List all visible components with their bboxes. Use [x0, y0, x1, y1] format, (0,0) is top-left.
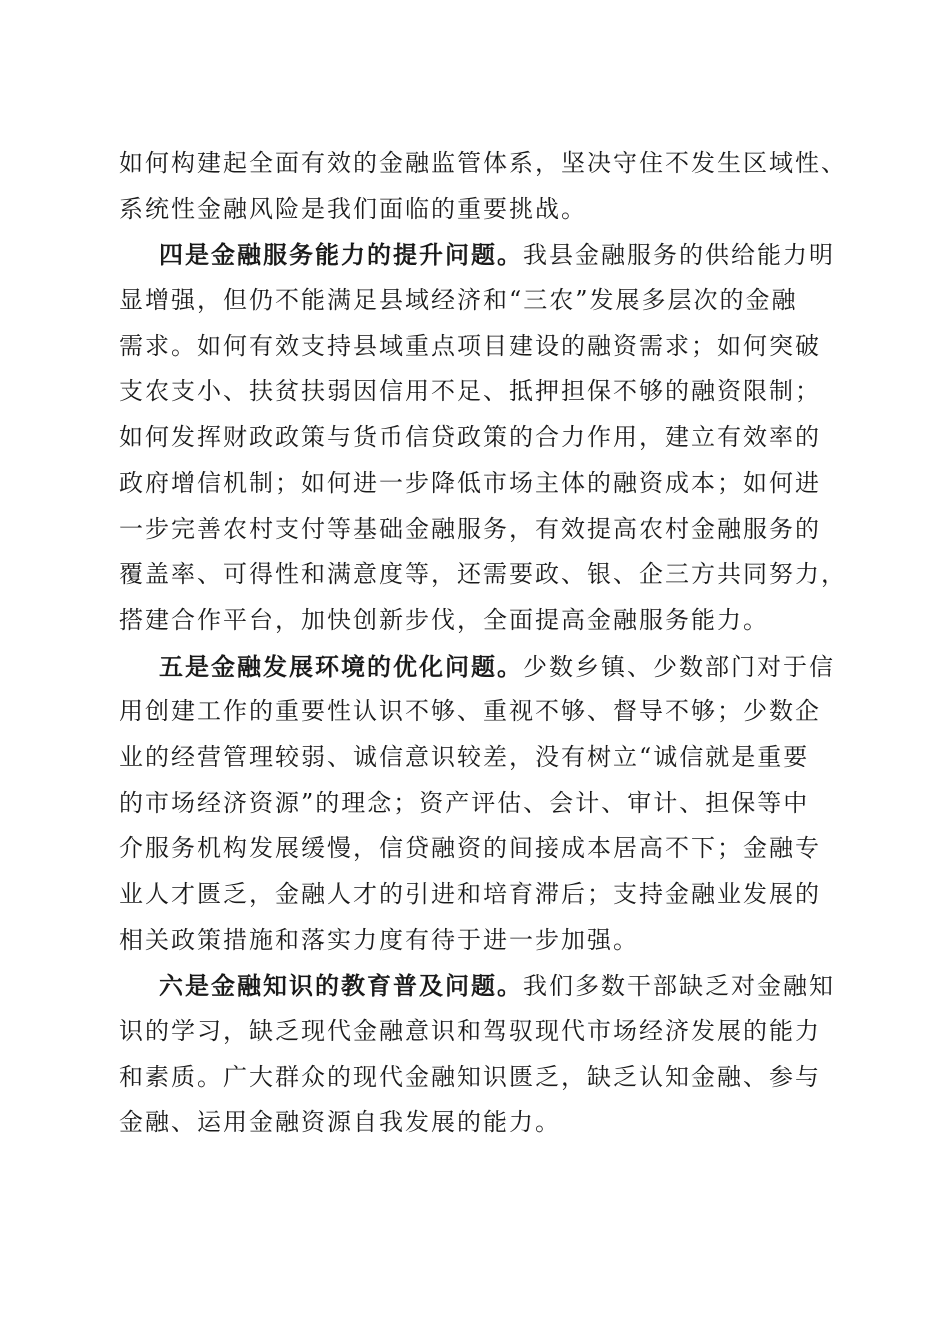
text-line [119, 644, 839, 690]
paragraph-lead-heading: 四是金融服务能力的提升问题。 [159, 240, 523, 270]
text-line: 显增强，但仍不能满足县域经济和“三农”发展多层次的金融 [119, 286, 798, 315]
paragraph-lead-rest: 少数乡镇、少数部门对于信 [523, 652, 835, 681]
paragraph-risk-challenge [119, 141, 847, 232]
text-line [119, 232, 839, 278]
paragraph-lead-rest: 我县金融服务的供给能力明 [523, 241, 835, 270]
text-line: 金融、运用金融资源自我发展的能力。 [119, 1108, 561, 1137]
text-line: 业人才匮乏，金融人才的引进和培育滞后；支持金融业发展的 [119, 880, 821, 908]
paragraph-environment [119, 644, 839, 964]
text-line: 一步完善农村支付等基础金融服务，有效提高农村金融服务的 [119, 514, 821, 543]
document-body [119, 141, 847, 1146]
text-line: 识的学习，缺乏现代金融意识和驾驭现代市场经济发展的能力 [119, 1017, 821, 1046]
paragraph-service-capacity [119, 232, 847, 643]
paragraph-lead-heading: 五是金融发展环境的优化问题。 [159, 651, 523, 681]
text-line: 介服务机构发展缓慢，信贷融资的间接成本居高不下；金融专 [119, 834, 821, 863]
text-line: 业的经营管理较弱、诚信意识较差，没有树立“诚信就是重要 [119, 742, 810, 771]
text-line: 的市场经济资源”的理念；资产评估、会计、审计、担保等中 [119, 788, 810, 817]
text-line: 覆盖率、可得性和满意度等，还需要政、银、企三方共同努力， [119, 560, 847, 589]
text-line: 政府增信机制；如何进一步降低市场主体的融资成本；如何进 [119, 468, 821, 497]
text-line: 和素质。广大群众的现代金融知识匮乏，缺乏认知金融、参与 [119, 1062, 821, 1091]
text-line: 支农支小、扶贫扶弱因信用不足、抵押担保不够的融资限制； [119, 377, 821, 406]
text-line: 相关政策措施和落实力度有待于进一步加强。 [119, 925, 639, 954]
text-line: 需求。如何有效支持县域重点项目建设的融资需求；如何突破 [119, 331, 821, 360]
text-line: 搭建合作平台，加快创新步伐，全面提高金融服务能力。 [119, 605, 769, 634]
text-line: 如何构建起全面有效的金融监管体系，坚决守住不发生区域性、 [119, 149, 847, 177]
text-line [119, 963, 839, 1009]
paragraph-education [119, 963, 839, 1146]
text-line: 系统性金融风险是我们面临的重要挑战。 [119, 194, 587, 223]
paragraph-lead-rest: 我们多数干部缺乏对金融知 [523, 972, 835, 1001]
paragraph-lead-heading: 六是金融知识的教育普及问题。 [159, 971, 523, 1001]
text-line: 如何发挥财政政策与货币信贷政策的合力作用，建立有效率的 [119, 423, 821, 452]
text-line: 用创建工作的重要性认识不够、重视不够、督导不够；少数企 [119, 697, 821, 726]
